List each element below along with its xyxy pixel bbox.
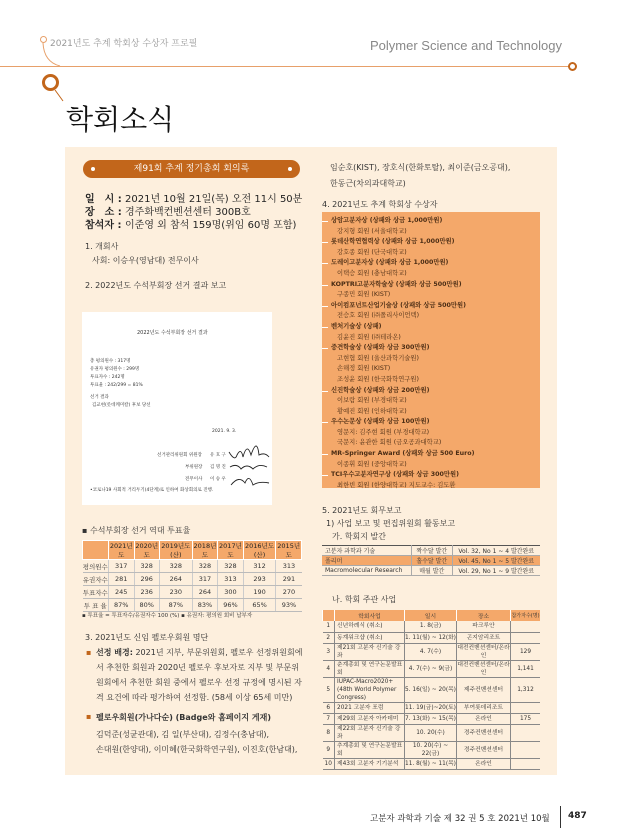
table-row: [323, 702, 541, 713]
publication-table: [322, 545, 540, 576]
table-cell: 300: [218, 586, 244, 599]
label: 참석자 :: [85, 220, 122, 231]
doc-line: 투표율 : 242/299 = 81%: [90, 383, 143, 388]
table-cell: 제43회 고분자 기기분석: [335, 758, 405, 769]
table-row: [83, 560, 302, 573]
award-name: 아이컴포넌트산업기술상 (상패와 상금 500만원): [322, 301, 540, 312]
table-cell: 평의원수: [83, 560, 109, 573]
table-header: [323, 610, 541, 621]
table-row: [323, 758, 541, 769]
table-cell: 296: [134, 573, 160, 586]
col-header: 2015년도: [277, 542, 301, 559]
table-cell: 6: [323, 702, 335, 713]
table-cell: 3: [323, 643, 335, 660]
table-cell: [511, 702, 541, 713]
table-row: [83, 573, 302, 586]
signer-name: 김 명 진: [210, 465, 226, 470]
award-name: 중견학술상 (상패와 상금 300만원): [322, 343, 540, 354]
table-cell: 5: [323, 677, 335, 702]
table-row: [323, 677, 541, 702]
table-cell: 1. 11(월) ~ 12(화): [405, 632, 457, 643]
table-cell: 87%: [109, 599, 135, 612]
table-cell: [511, 758, 541, 769]
s1-title: 1. 개회사: [85, 242, 119, 251]
table-row: [323, 632, 541, 643]
signer-role: 전무이사: [185, 477, 203, 482]
signer-name: 이 승 우: [210, 477, 226, 482]
table-cell: 236: [134, 586, 160, 599]
award-name: MR-Springer Award (상패와 상금 500 Euro): [322, 449, 540, 460]
award-recipient: 조성윤 회원 (한국화학연구원): [337, 375, 419, 383]
table-cell: 1,312: [511, 677, 541, 702]
table-header: [83, 541, 302, 560]
table-cell: 10: [323, 758, 335, 769]
vote-caption: ▪ 수석부회장 선거 역대 투표율: [82, 526, 191, 535]
table-cell: 10. 20(수): [405, 724, 457, 741]
col-header: [323, 610, 335, 621]
table-cell: Macromolecular Research: [322, 566, 412, 576]
table-cell: 293: [243, 573, 276, 586]
meeting-banner: 제91회 추계 정기총회 회의록: [83, 160, 300, 178]
award-name: 상암고분자상 (상패와 상금 1,000만원): [322, 216, 540, 227]
signer-role: 선거관리위원회 위원장: [157, 453, 202, 458]
fellow-list: [96, 727, 297, 757]
col-header: 2016년도(산): [245, 542, 275, 559]
fellow-label: [86, 712, 271, 723]
footer-citation: 고분자 과학과 기술 제 32 권 5 호 2021년 10월: [370, 814, 550, 824]
table-cell: 제주컨벤션센터: [457, 677, 511, 702]
bullet-icon: ▪: [86, 712, 92, 721]
title-connector-icon: [54, 90, 66, 102]
table-cell: 93%: [276, 599, 302, 612]
doc-line: 총 평의원수 : 317명: [90, 359, 131, 364]
table-cell: 대전컨벤션센터/온라인: [457, 661, 510, 676]
vote-rate-table: [82, 540, 302, 612]
table-cell: 제22회 고분자 신기술 강좌: [335, 724, 405, 741]
table-cell: 1. 8(금): [405, 621, 457, 632]
value: 2021년 10월 21일(목) 오전 11시 50분: [125, 194, 303, 205]
award-recipient: 구종민 회원 (KIST): [337, 291, 391, 299]
award-name: 벤처기술상 (상패): [322, 322, 540, 333]
table-cell: 317: [109, 560, 135, 573]
bg-label: 선정 배경:: [96, 648, 133, 657]
table-cell: 190: [243, 586, 276, 599]
table-cell: 65%: [243, 599, 276, 612]
s2-title: 2. 2022년도 수석부회장 선거 결과 보고: [85, 281, 227, 290]
table-cell: 328: [192, 560, 218, 573]
s4-title: 4. 2021년도 추계 학회상 수상자: [322, 200, 438, 209]
col-header: 일시: [405, 610, 457, 621]
col-header: 2018년도: [193, 542, 217, 559]
table-cell: 파크루안: [457, 621, 511, 632]
table-cell: 7: [323, 713, 335, 724]
table-row: [323, 643, 541, 660]
table-cell: 8: [323, 724, 335, 741]
signer-name: 유 호 구: [210, 453, 226, 458]
doc-line: 유권자 평의원수 : 299명: [90, 367, 140, 372]
col-header: 2021년도: [109, 542, 133, 559]
table-cell: 투 표 율: [83, 599, 109, 612]
s3-background: [86, 645, 304, 705]
table-row: [323, 724, 541, 741]
award-recipient: 이택승 회원 (충남대학교): [337, 269, 407, 277]
table-cell: 4. 7(수) ~ 9(금): [405, 660, 457, 677]
table-cell: Vol. 32, No 1 ~ 4 발간완료: [452, 546, 540, 556]
value: 이준영 외 참석 159명(위임 60명 포함): [125, 220, 297, 231]
table-cell: 1: [323, 621, 335, 632]
table-row: [323, 713, 541, 724]
table-cell: 매월 발간: [412, 566, 452, 576]
table-cell: 춘계총회 및 연구논문발표회: [335, 660, 405, 677]
table-cell: 328: [218, 560, 244, 573]
table-row: [323, 660, 541, 677]
table-cell: 신년하례식 (취소): [335, 621, 405, 632]
table-row: [83, 586, 302, 599]
col-header: 2017년도: [219, 542, 242, 559]
award-name: TCI우수고분자연구상 (상패와 상금 300만원): [322, 470, 540, 481]
table-cell: Vol. 29, No 1 ~ 9 발간완료: [452, 566, 540, 576]
doc-note: •코로나19 사회적 거리두기(4단계)로 인하여 화상회의로 진행.: [90, 488, 214, 493]
award-name: KOPTRI고분자학술상 (상패와 상금 500만원): [322, 280, 540, 291]
award-recipient: 고현협 회원 (울산과학기술원): [337, 354, 419, 362]
award-recipient: 이보람 회원 (부경대학교): [337, 397, 407, 405]
award-recipient: 황예진 회원 (인하대학교): [337, 407, 407, 415]
table-cell: 230: [160, 586, 193, 599]
events-table: [322, 610, 540, 770]
table-cell: IUPAC-Macro2020+ (48th World Polymer Congress): [335, 677, 405, 702]
doc-line: 투표자수 : 242명: [90, 375, 125, 380]
table-cell: 온라인: [457, 713, 511, 724]
fellow-list-cont: [330, 160, 510, 192]
section-label: 2021년도 추계 학회상 수상자 프로필: [50, 39, 198, 49]
table-cell: 11. 8(월) ~ 11(목): [405, 758, 457, 769]
table-cell: 264: [192, 586, 218, 599]
col-header: 학회사업: [335, 610, 405, 621]
label: 일 시 :: [85, 194, 122, 205]
col-header: 2020년도: [135, 542, 159, 559]
table-cell: 4. 7(수): [405, 643, 457, 660]
award-recipient: 손해정 회원 (KIST): [337, 365, 391, 373]
table-cell: 10. 20(수) ~ 22(금): [405, 741, 457, 758]
table-row: [322, 556, 540, 566]
footer-divider: [560, 806, 561, 828]
award-recipient: 전승호 회원 (㈜폴리사이언텍): [337, 312, 420, 320]
signature-icon: [227, 437, 272, 492]
table-cell: 264: [160, 573, 193, 586]
table-cell: 11. 19(금)~20(토): [405, 702, 457, 713]
table-cell: 312: [243, 560, 276, 573]
bg-text: 2021년 지부, 부문위원회, 펠로우 선정위원회에서 추천한 회원과 2020년 펠로우 후보자로 지부 및 부문위원회에서 추천한 회원 중에서 펠로우 선정 규정에 명시된 자격 요건에 따라 평가하여 선정함. (58세 이상 65세 미만): [96, 648, 303, 702]
table-cell: 곤지암리조트: [457, 632, 511, 643]
s3-title: 3. 2021년도 신임 펠로우회원 명단: [85, 633, 209, 642]
table-row: [322, 546, 540, 556]
header-end-ring-icon: [568, 62, 577, 71]
table-cell: 부여롯데리조트: [457, 702, 511, 713]
doc-line: 김교현(롯데케미칼) 후보 당선: [92, 403, 151, 408]
table-cell: 291: [276, 573, 302, 586]
award-recipient: 최한빈 회원 (한양대학교) 지도교수: 김도환: [337, 481, 456, 489]
header-divider: [0, 66, 572, 67]
award-recipient: 강지형 회원 (서울대학교): [337, 227, 407, 235]
table-cell: 9: [323, 741, 335, 758]
table-cell: 313: [218, 573, 244, 586]
award-recipient: 김윤진 회원 (㈜테라온): [337, 333, 401, 341]
table-cell: 96%: [218, 599, 244, 612]
table-cell: [511, 632, 541, 643]
award-name: 도레이고분자상 (상패와 상금 1,000만원): [322, 258, 540, 269]
page-title: 학회소식: [66, 103, 175, 136]
table-cell: Vol. 45, No 1 ~ 5 발간완료: [452, 556, 540, 566]
table-cell: 동계워크샵 (취소): [335, 632, 405, 643]
table-row: [323, 621, 541, 632]
doc-line: 선거 결과: [90, 395, 109, 400]
table-cell: 317: [192, 573, 218, 586]
awards-box: [322, 212, 540, 488]
table-row: [83, 599, 302, 612]
table-cell: 4: [323, 660, 335, 677]
table-cell: 투표자수: [83, 586, 109, 599]
award-name: 우수논문상 (상패와 상금 100만원): [322, 417, 540, 428]
fellow-line: 한동근(차의과대학교): [330, 179, 406, 188]
col-header: 장소: [457, 610, 511, 621]
label: 장 소 :: [85, 207, 122, 218]
award-recipient: 영문지: 김주현 회원 (부경대학교): [337, 428, 430, 436]
table-cell: 온라인: [457, 758, 511, 769]
table-cell: 270: [276, 586, 302, 599]
table-cell: 2: [323, 632, 335, 643]
page-number: 487: [568, 811, 587, 821]
journal-title: Polymer Science and Technology: [370, 38, 562, 53]
election-result-document: [82, 312, 272, 505]
table-cell: 짝수달 발간: [412, 546, 452, 556]
table-cell: 유권자수: [83, 573, 109, 586]
vote-note: ▪ 투표율 = 투표자수/유권자수 100 (%) ▪ 유권자: 평의원 회비 납부자: [82, 613, 253, 619]
table-cell: 경주컨벤션센터: [457, 741, 511, 758]
table-cell: 87%: [160, 599, 193, 612]
table-cell: 129: [511, 643, 541, 660]
table-cell: [511, 621, 541, 632]
table-cell: 83%: [192, 599, 218, 612]
table-cell: 328: [134, 560, 160, 573]
table-cell: [511, 741, 541, 758]
table-row: [322, 566, 540, 576]
fellow-line: 김덕준(성균관대), 김 일(부산대), 김정수(충남대),: [96, 730, 270, 739]
award-recipient: 국문지: 윤관한 회원 (금오공과대학교): [337, 439, 442, 447]
fellow-line: 손대원(한양대), 이미혜(한국화학연구원), 이진호(한남대),: [96, 745, 298, 754]
table-cell: 7. 13(화) ~ 15(목): [405, 713, 457, 724]
s1-body: 사회: 이승우(영남대) 전무이사: [92, 256, 199, 265]
col-header: [83, 541, 109, 560]
table-cell: 경주컨벤션센터: [457, 724, 511, 741]
table-cell: 313: [276, 560, 302, 573]
table-cell: 추계총회 및 연구논문발표회: [335, 741, 405, 758]
award-recipient: 이종휘 회원 (중앙대학교): [337, 460, 407, 468]
bullet-icon: ▪: [86, 648, 92, 657]
fellow-line: 임순호(KIST), 장호식(한화토탈), 최이준(금오공대),: [330, 163, 511, 172]
title-ring-icon: [42, 74, 59, 91]
fellow-label-text: 펠로우회원(가나다순) (Badge와 홈페이지 게재): [96, 713, 272, 722]
meeting-attendees: [85, 216, 296, 231]
award-name: 롯데산학연협력상 (상패와 상금 1,000만원): [322, 237, 540, 248]
doc-date: 2021. 9. 3.: [212, 429, 237, 434]
value: 경주화백컨벤션센터 300B호: [125, 207, 251, 218]
table-cell: 281: [109, 573, 135, 586]
table-cell: 1,141: [511, 660, 541, 677]
s5-sub-a: 가. 학회지 발간: [332, 532, 386, 541]
table-cell: 328: [160, 560, 193, 573]
award-name: 신진학술상 (상패와 상금 200만원): [322, 386, 540, 397]
table-cell: 폴리머: [322, 556, 412, 566]
table-cell: 고분자 과학과 기술: [322, 546, 412, 556]
table-cell: 175: [511, 713, 541, 724]
signer-role: 부위원장: [185, 465, 203, 470]
table-cell: 5. 16(일) ~ 20(목): [405, 677, 457, 702]
table-cell: 대전컨벤션센터/온라인: [457, 644, 510, 659]
award-recipient: 강호종 회원 (단국대학교): [337, 248, 407, 256]
s5-sub-b: 나. 학회 주관 사업: [332, 595, 397, 604]
table-cell: 홀수달 발간: [412, 556, 452, 566]
table-cell: [511, 724, 541, 741]
s5-sub1: 1) 사업 보고 및 편집위원회 활동보고: [326, 519, 456, 528]
s5-title: 5. 2021년도 회무보고: [322, 506, 402, 515]
col-header: 2019년도(산): [161, 542, 191, 559]
table-cell: 80%: [134, 599, 160, 612]
table-cell: 2021 고분자 포럼: [335, 702, 405, 713]
doc-title: 2022년도 수석부회장 선거 결과: [137, 330, 208, 336]
table-row: [323, 741, 541, 758]
table-cell: 제29회 고분자 아카데미: [335, 713, 405, 724]
table-cell: 제21회 고분자 신기술 강좌: [335, 643, 405, 660]
table-cell: 245: [109, 586, 135, 599]
col-header: 참가자수(명): [511, 610, 541, 621]
